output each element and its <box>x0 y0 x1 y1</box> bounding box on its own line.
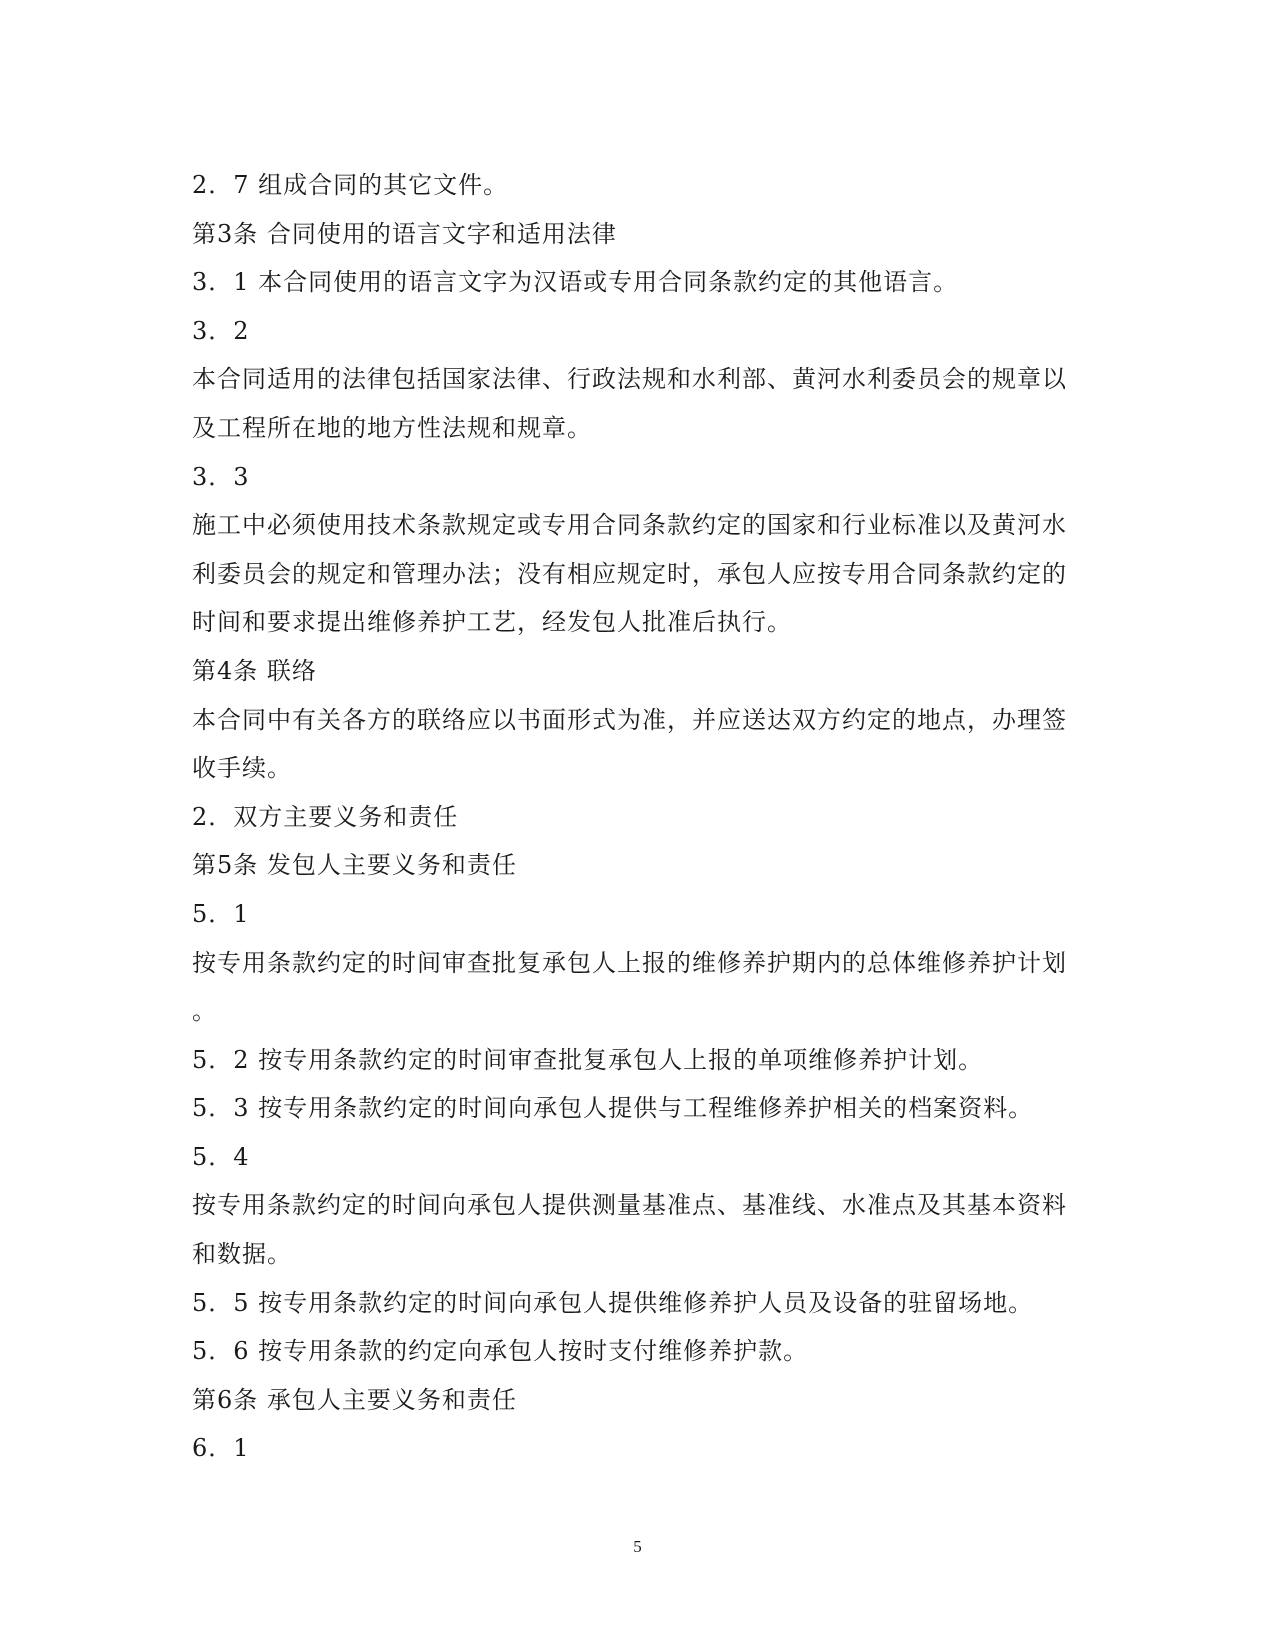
text-line: 时间和要求提出维修养护工艺，经发包人批准后执行。 <box>192 608 792 637</box>
document-body <box>192 161 1072 1473</box>
text-line: 5．6 按专用条款的约定向承包人按时支付维修养护款。 <box>192 1337 809 1366</box>
text-line: 按专用条款约定的时间向承包人提供测量基准点、基准线、水准点及其基本资料 <box>192 1191 1067 1220</box>
article-heading: 第4条 联络 <box>192 656 317 685</box>
text-line: 本合同适用的法律包括国家法律、行政法规和水利部、黄河水利委员会的规章以 <box>192 365 1067 394</box>
text-line: 。 <box>192 997 217 1026</box>
section-heading: 2．双方主要义务和责任 <box>192 802 459 831</box>
clause-number: 6．1 <box>192 1434 250 1463</box>
article-heading: 第3条 合同使用的语言文字和适用法律 <box>192 219 617 248</box>
text-line: 本合同中有关各方的联络应以书面形式为准，并应送达双方约定的地点，办理签 <box>192 705 1067 734</box>
clause-number: 3．3 <box>192 462 250 491</box>
text-line: 和数据。 <box>192 1240 292 1269</box>
text-line: 2．7 组成合同的其它文件。 <box>192 171 509 199</box>
text-line: 按专用条款约定的时间审查批复承包人上报的维修养护期内的总体维修养护计划 <box>192 948 1067 977</box>
page-number: 5 <box>633 1537 642 1556</box>
text-line: 5．3 按专用条款约定的时间向承包人提供与工程维修养护相关的档案资料。 <box>192 1094 1034 1123</box>
text-line: 5．2 按专用条款约定的时间审查批复承包人上报的单项维修养护计划。 <box>192 1045 984 1074</box>
text-line: 3．1 本合同使用的语言文字为汉语或专用合同条款约定的其他语言。 <box>192 268 959 297</box>
clause-number: 3．2 <box>192 316 250 345</box>
clause-number: 5．4 <box>192 1142 250 1171</box>
text-line: 5．5 按专用条款约定的时间向承包人提供维修养护人员及设备的驻留场地。 <box>192 1288 1034 1317</box>
clause-number: 5．1 <box>192 899 250 928</box>
article-heading: 第5条 发包人主要义务和责任 <box>192 851 517 880</box>
text-line: 及工程所在地的地方性法规和规章。 <box>192 413 592 442</box>
text-line: 利委员会的规定和管理办法；没有相应规定时，承包人应按专用合同条款约定的 <box>192 559 1067 588</box>
text-line: 收手续。 <box>192 754 292 783</box>
text-line: 施工中必须使用技术条款规定或专用合同条款约定的国家和行业标准以及黄河水 <box>192 511 1067 540</box>
article-heading: 第6条 承包人主要义务和责任 <box>192 1385 517 1414</box>
